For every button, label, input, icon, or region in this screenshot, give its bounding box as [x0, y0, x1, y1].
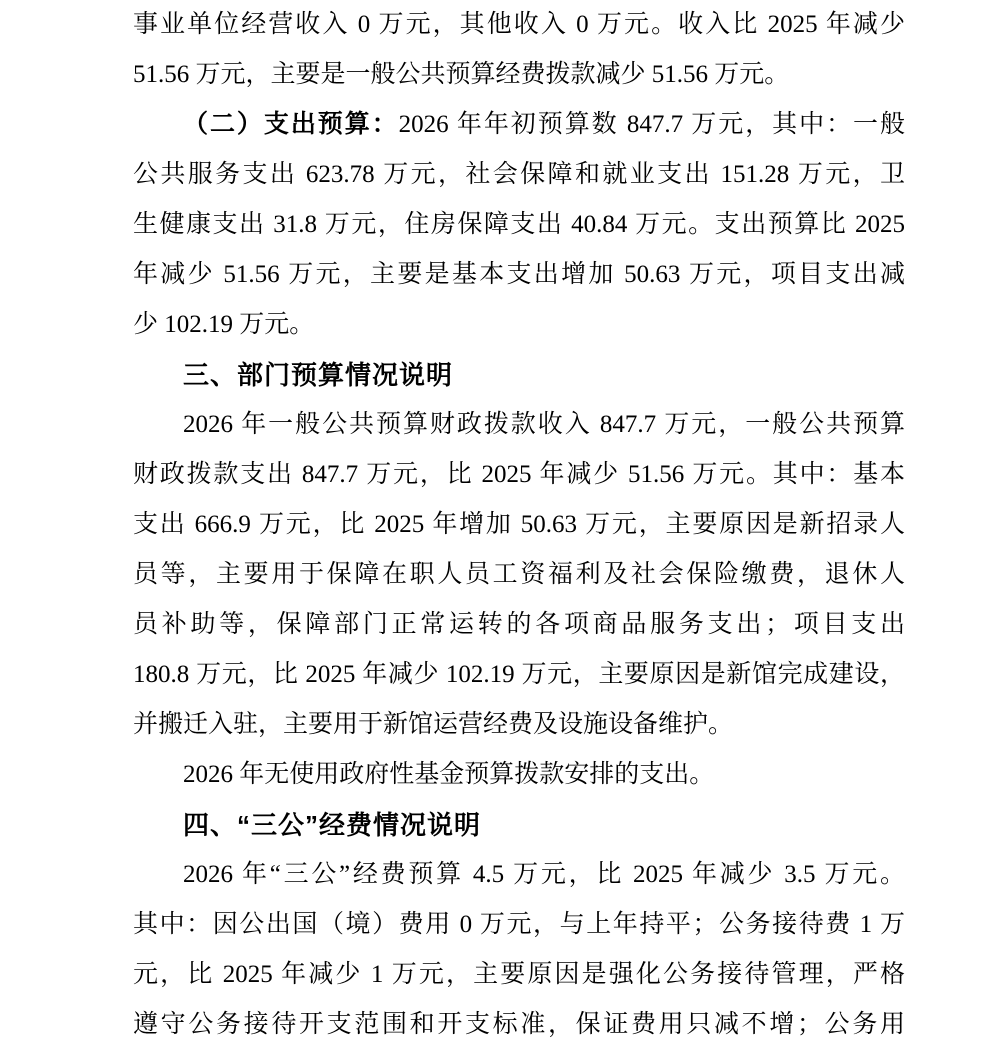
text-line: 年减少 51.56 万元，主要是基本支出增加 50.63 万元，项目支出减	[133, 261, 905, 288]
text-line: 事业单位经营收入 0 万元，其他收入 0 万元。收入比 2025 年减少	[133, 11, 905, 38]
text-line: 2026 年“三公”经费预算 4.5 万元，比 2025 年减少 3.5 万元。	[183, 861, 905, 888]
paragraph-lead: （二）支出预算：	[183, 111, 399, 138]
document-text-block	[133, 0, 905, 1050]
text-line: 员补助等，保障部门正常运转的各项商品服务支出；项目支出	[133, 611, 905, 638]
text-line: 财政拨款支出 847.7 万元，比 2025 年减少 51.56 万元。其中：基本	[133, 461, 905, 488]
text-line: 员等，主要用于保障在职人员工资福利及社会保险缴费，退休人	[133, 561, 905, 588]
text-line: 2026 年无使用政府性基金预算拨款安排的支出。	[183, 761, 715, 788]
section-heading: 四、“三公”经费情况说明	[183, 810, 482, 840]
text-line: 其中：因公出国（境）费用 0 万元，与上年持平；公务接待费 1 万	[133, 911, 905, 938]
text-line: 并搬迁入驻，主要用于新馆运营经费及设施设备维护。	[133, 711, 734, 738]
text-line: 2026 年一般公共预算财政拨款收入 847.7 万元，一般公共预算	[183, 411, 905, 438]
text-line: 公共服务支出 623.78 万元，社会保障和就业支出 151.28 万元，卫	[133, 161, 905, 188]
text-line: 生健康支出 31.8 万元，住房保障支出 40.84 万元。支出预算比 2025	[133, 211, 905, 238]
section-heading: 三、部门预算情况说明	[183, 360, 454, 390]
text-line: 支出 666.9 万元，比 2025 年增加 50.63 万元，主要原因是新招录人	[133, 511, 905, 538]
text-line	[133, 100, 905, 150]
text-line: 元，比 2025 年减少 1 万元，主要原因是强化公务接待管理，严格	[133, 961, 905, 988]
text-line: 180.8 万元，比 2025 年减少 102.19 万元，主要原因是新馆完成建设，	[133, 661, 905, 688]
text-line: 少 102.19 万元。	[133, 311, 315, 338]
text-line: 遵守公务接待开支范围和开支标准，保证费用只减不增；公务用	[133, 1011, 905, 1038]
text-line: 51.56 万元，主要是一般公共预算经费拨款减少 51.56 万元。	[133, 61, 790, 88]
line-text: 2026 年年初预算数 847.7 万元，其中：一般	[398, 111, 905, 138]
